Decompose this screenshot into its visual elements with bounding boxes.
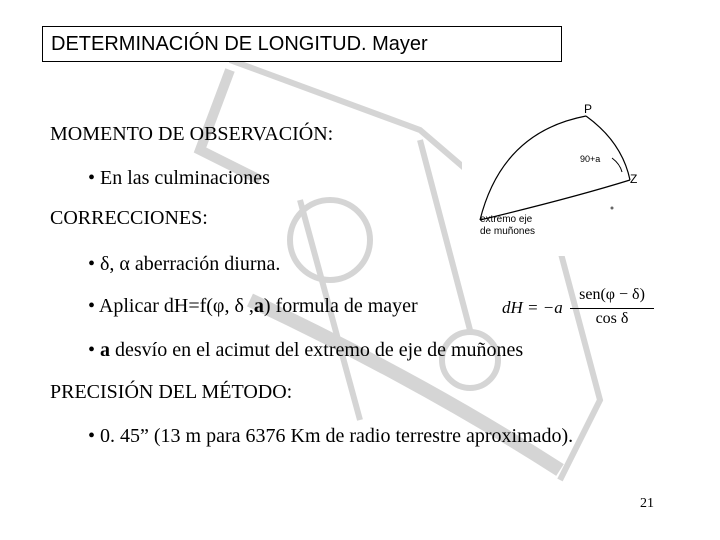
heading-precision: PRECISIÓN DEL MÉTODO: <box>50 381 293 403</box>
pole-label: P <box>584 102 593 116</box>
formula-lhs: dH = −a <box>502 298 563 317</box>
pole-zenith-arc <box>586 116 630 180</box>
bullet-aberration: • δ, α aberración diurna. <box>88 253 281 275</box>
bullet-apply-a: a <box>253 295 264 317</box>
slide-title: DETERMINACIÓN DE LONGITUD. Mayer <box>42 26 562 62</box>
bullet-azimuth-deviation <box>88 338 523 362</box>
bullet-precision: • 0. 45” (13 m para 6376 Km de radio terrestre aproximado). <box>88 425 574 447</box>
formula-fraction-bar <box>570 308 654 309</box>
bullet-culminations: • En las culminaciones <box>88 167 270 189</box>
page-number: 21 <box>640 496 654 511</box>
reference-dot <box>611 207 614 210</box>
formula-denominator: cos δ <box>595 310 629 327</box>
meridian-arc <box>480 116 586 220</box>
angle-mark <box>612 158 622 172</box>
zenith-label: Z <box>630 172 638 186</box>
bullet-a-prefix: • <box>88 339 101 361</box>
mayer-formula <box>498 286 658 334</box>
bullet-apply-end: ) formula de mayer <box>263 295 418 317</box>
diagram-caption-line2: de muñones <box>480 226 536 237</box>
heading-corrections: CORRECCIONES: <box>50 207 208 229</box>
formula-numerator: sen(φ − δ) <box>579 286 645 303</box>
bullet-apply-text: • Aplicar dH=f(φ, δ , <box>88 295 254 317</box>
meridian-diagram <box>462 102 638 256</box>
bullet-apply-formula <box>88 294 418 318</box>
angle-label: 90+a <box>580 154 601 164</box>
bullet-a-rest: desvío en el acimut del extremo de eje de muñones <box>110 339 524 361</box>
diagram-caption-line1: extremo eje <box>480 214 533 225</box>
bullet-a-bold: a <box>100 339 111 361</box>
heading-observation: MOMENTO DE OBSERVACIÓN: <box>50 123 334 145</box>
